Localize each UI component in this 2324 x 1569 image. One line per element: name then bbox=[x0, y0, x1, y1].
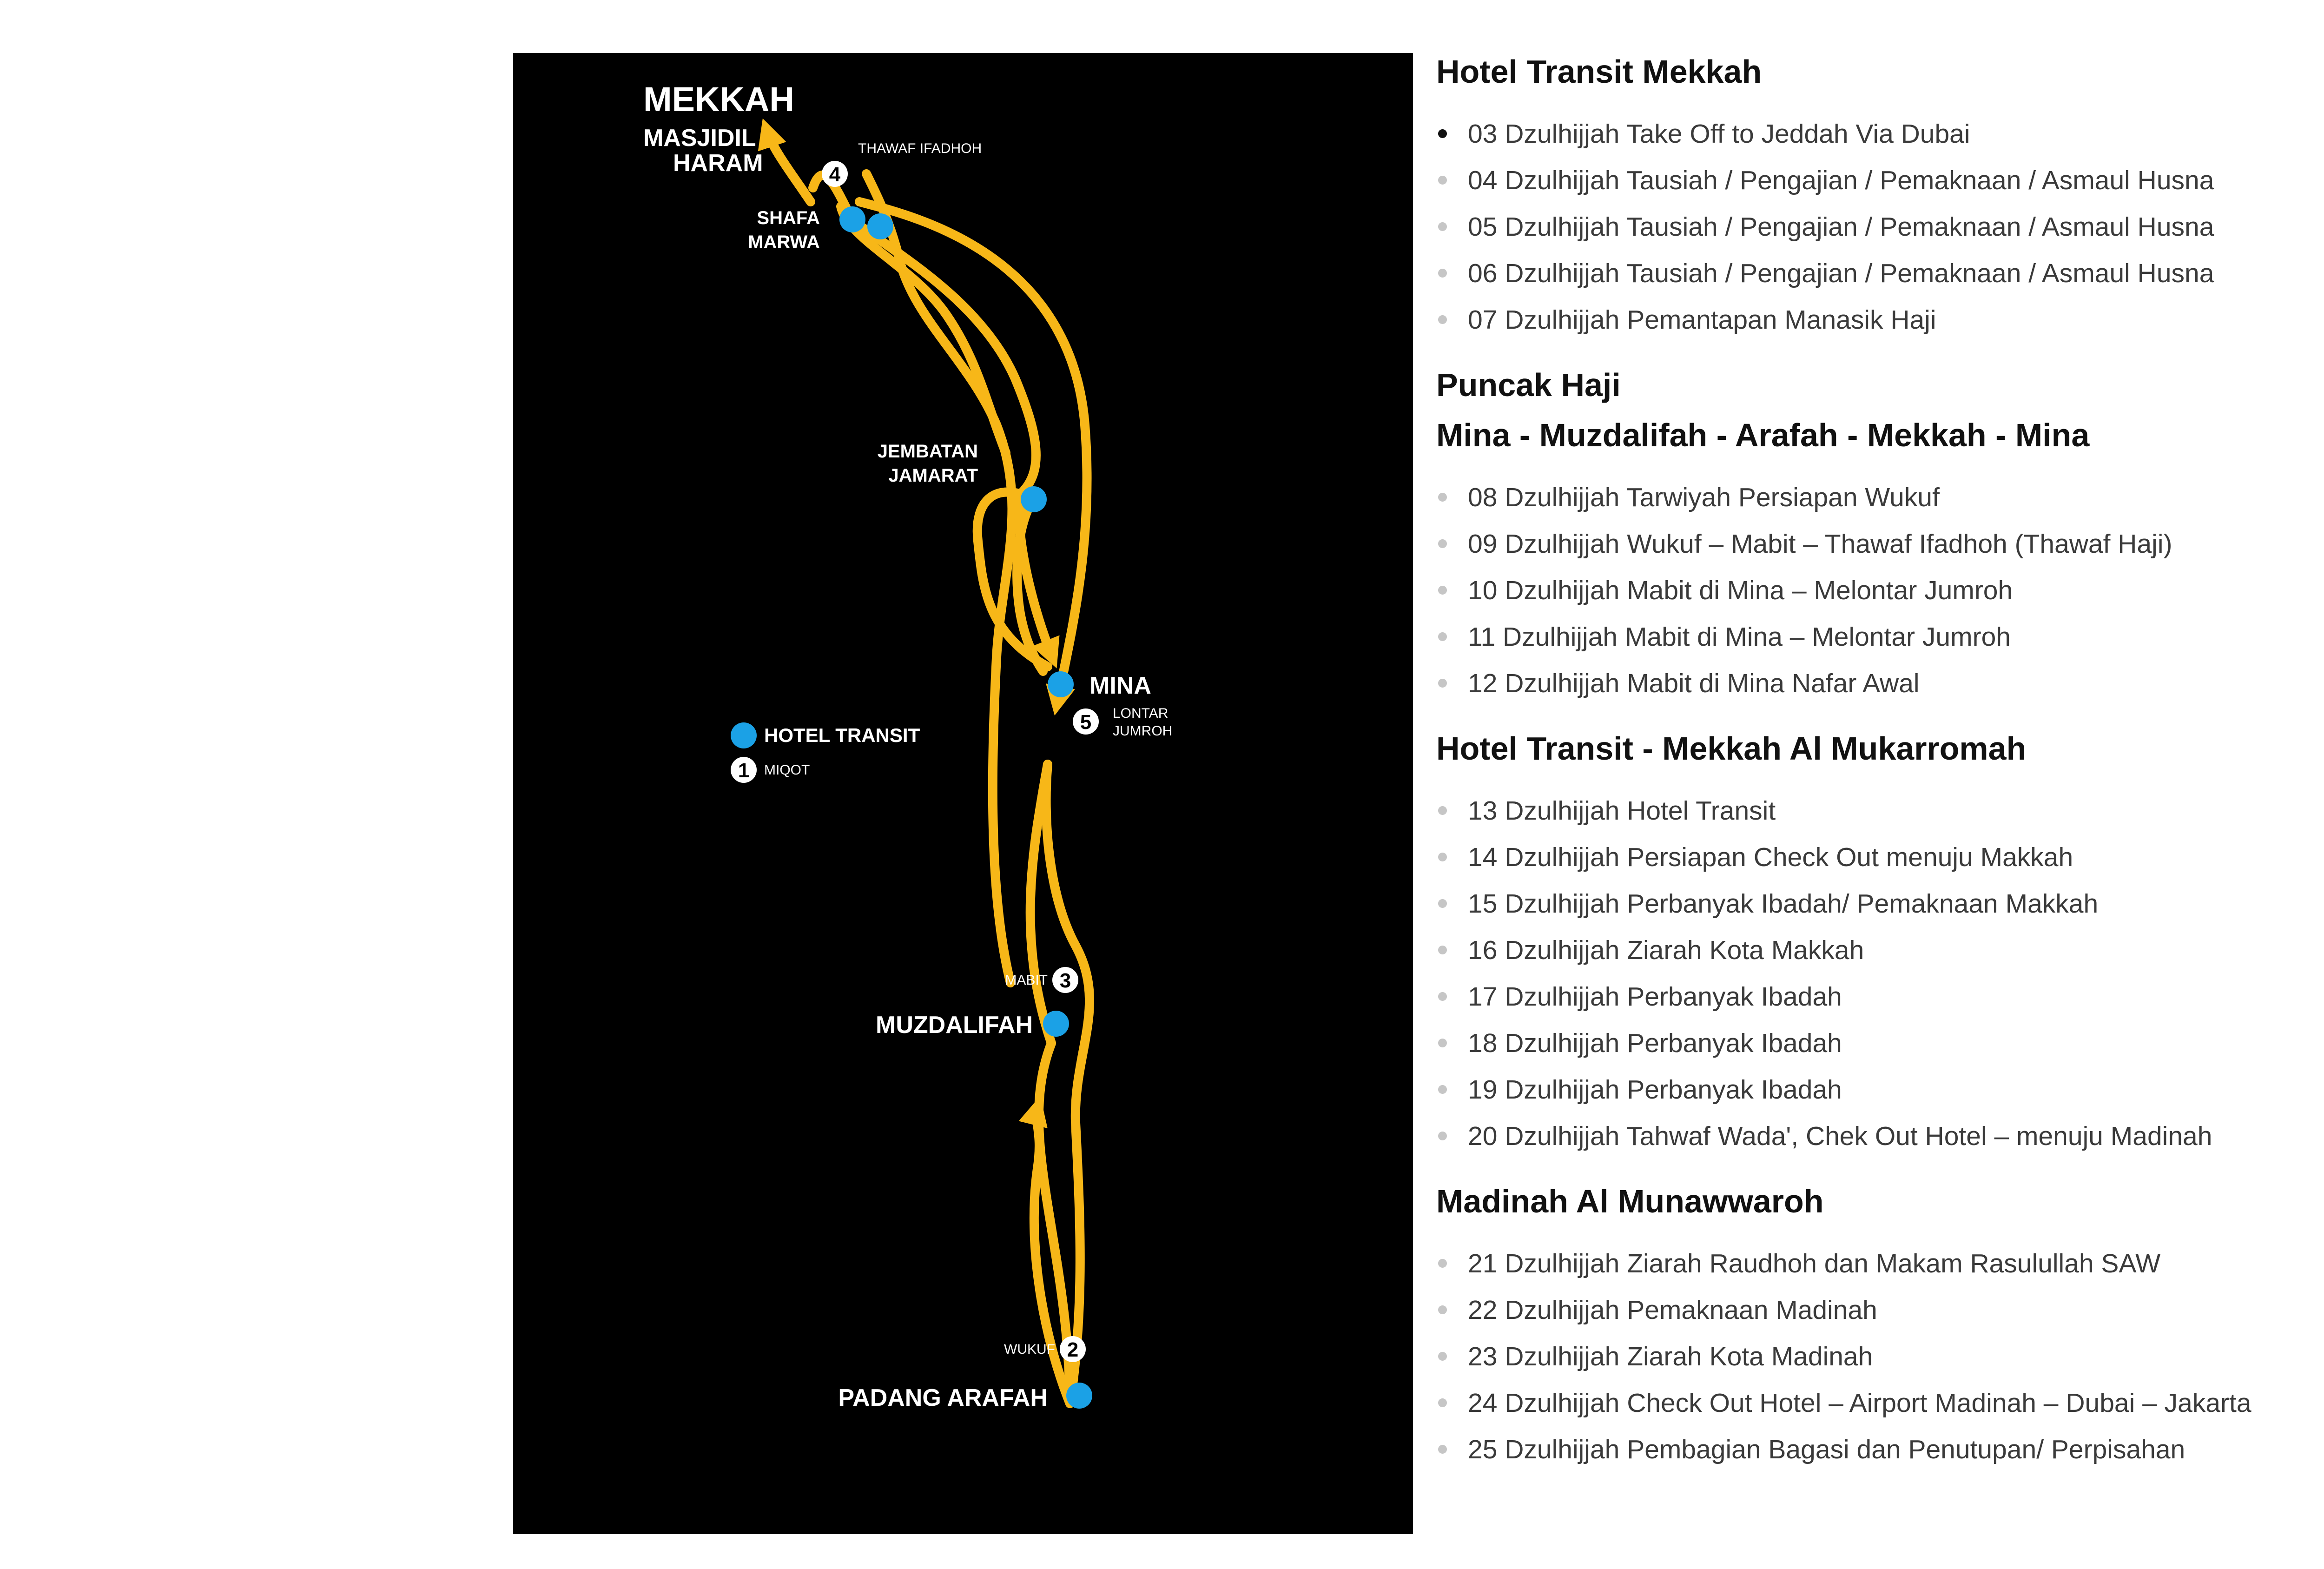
list-item-text: 08 Dzulhijjah Tarwiyah Persiapan Wukuf bbox=[1468, 483, 1940, 512]
label-mabit: MABIT bbox=[1005, 973, 1048, 988]
list-item-text: 09 Dzulhijjah Wukuf – Mabit – Thawaf Ifadhoh (Thawaf Haji) bbox=[1468, 529, 2172, 559]
bullet-icon bbox=[1438, 315, 1447, 324]
step-1-number: 1 bbox=[738, 759, 750, 782]
bullet-icon bbox=[1438, 493, 1447, 502]
list-item-text: 12 Dzulhijjah Mabit di Mina Nafar Awal bbox=[1468, 669, 1920, 698]
bullet-icon bbox=[1438, 1259, 1447, 1268]
route-arrow-to-mekkah bbox=[766, 130, 811, 202]
route-map-svg bbox=[513, 53, 1413, 1534]
bullet-icon bbox=[1438, 129, 1447, 138]
list-item-text: 20 Dzulhijjah Tahwaf Wada', Chek Out Hotel – menuju Madinah bbox=[1468, 1121, 2212, 1151]
itinerary bbox=[1436, 46, 2324, 1490]
list-item-text: 11 Dzulhijjah Mabit di Mina – Melontar Jumroh bbox=[1468, 622, 2011, 652]
label-marwa: MARWA bbox=[748, 232, 820, 252]
bullet-icon bbox=[1438, 946, 1447, 954]
bullet-icon bbox=[1438, 539, 1447, 548]
list-item bbox=[1436, 1113, 2324, 1159]
list-item bbox=[1436, 204, 2324, 250]
label-masjidil: MASJIDIL bbox=[643, 125, 756, 152]
label-padang-arafah: PADANG ARAFAH bbox=[838, 1384, 1048, 1411]
label-lontar: LONTAR bbox=[1113, 706, 1169, 721]
bullet-icon bbox=[1438, 586, 1447, 595]
list-item bbox=[1436, 1333, 2324, 1380]
step-2-marker bbox=[1060, 1336, 1086, 1362]
list-item-text: 19 Dzulhijjah Perbanyak Ibadah bbox=[1468, 1075, 1842, 1105]
label-thawaf-ifadhoh: THAWAF IFADHOH bbox=[858, 141, 982, 156]
step-3-marker bbox=[1052, 967, 1078, 993]
section-title: Puncak Haji bbox=[1436, 367, 1621, 403]
marwa-dot bbox=[867, 213, 893, 239]
list-item-text: 10 Dzulhijjah Mabit di Mina – Melontar Jumroh bbox=[1468, 576, 2013, 605]
section-title: Madinah Al Munawwaroh bbox=[1436, 1183, 1824, 1219]
step-4-marker bbox=[822, 161, 848, 187]
list-item-text: 17 Dzulhijjah Perbanyak Ibadah bbox=[1468, 982, 1842, 1012]
label-jamarat: JAMARAT bbox=[888, 465, 978, 486]
list-item bbox=[1436, 660, 2324, 707]
label-wukuf: WUKUF bbox=[1004, 1342, 1055, 1357]
list-item-text: 25 Dzulhijjah Pembagian Bagasi dan Penutupan/ Perpisahan bbox=[1468, 1435, 2185, 1464]
shafa-dot bbox=[839, 206, 865, 232]
day-list bbox=[1436, 474, 2324, 707]
list-item-text: 16 Dzulhijjah Ziarah Kota Makkah bbox=[1468, 935, 1864, 965]
list-item bbox=[1436, 1066, 2324, 1113]
label-muzdalifah: MUZDALIFAH bbox=[876, 1012, 1033, 1039]
list-item bbox=[1436, 157, 2324, 204]
label-jumroh: JUMROH bbox=[1113, 723, 1173, 739]
bullet-icon bbox=[1438, 1132, 1447, 1140]
step-5-marker bbox=[1073, 708, 1099, 735]
list-item bbox=[1436, 834, 2324, 880]
list-item bbox=[1436, 567, 2324, 614]
bullet-icon bbox=[1438, 679, 1447, 688]
list-item-text: 21 Dzulhijjah Ziarah Raudhoh dan Makam Rasulullah SAW bbox=[1468, 1249, 2161, 1278]
list-item bbox=[1436, 927, 2324, 973]
list-item-text: 13 Dzulhijjah Hotel Transit bbox=[1468, 796, 1776, 826]
section-title: Hotel Transit Mekkah bbox=[1436, 53, 1762, 90]
day-list bbox=[1436, 1240, 2324, 1473]
bullet-icon bbox=[1438, 992, 1447, 1001]
list-item-text: 14 Dzulhijjah Persiapan Check Out menuju Makkah bbox=[1468, 842, 2073, 872]
label-mina: MINA bbox=[1089, 672, 1151, 699]
bullet-icon bbox=[1438, 899, 1447, 908]
list-item bbox=[1436, 1380, 2324, 1426]
list-item bbox=[1436, 1426, 2324, 1473]
step-5-number: 5 bbox=[1080, 711, 1092, 734]
list-item bbox=[1436, 973, 2324, 1020]
list-item bbox=[1436, 614, 2324, 660]
route-to-mekkah bbox=[866, 174, 1012, 983]
bullet-icon bbox=[1438, 222, 1447, 231]
bullet-icon bbox=[1438, 806, 1447, 815]
bullet-icon bbox=[1438, 632, 1447, 641]
list-item-text: 06 Dzulhijjah Tausiah / Pengajian / Pemaknaan / Asmaul Husna bbox=[1468, 258, 2214, 288]
legend-hotel-transit: HOTEL TRANSIT bbox=[764, 724, 920, 746]
section-subtitle: Mina - Muzdalifah - Arafah - Mekkah - Mina bbox=[1436, 417, 2090, 453]
list-item-text: 15 Dzulhijjah Perbanyak Ibadah/ Pemaknaan Makkah bbox=[1468, 889, 2099, 919]
step-1-marker bbox=[731, 757, 757, 783]
mina-dot bbox=[1048, 671, 1074, 697]
muzdalifah-dot bbox=[1043, 1011, 1069, 1037]
bullet-icon bbox=[1438, 269, 1447, 278]
list-item-text: 18 Dzulhijjah Perbanyak Ibadah bbox=[1468, 1028, 1842, 1058]
step-3-number: 3 bbox=[1059, 969, 1071, 992]
jamarat-dot bbox=[1021, 486, 1047, 512]
list-item bbox=[1436, 1240, 2324, 1287]
bullet-icon bbox=[1438, 1445, 1447, 1454]
list-item-text: 03 Dzulhijjah Take Off to Jeddah Via Dubai bbox=[1468, 119, 1970, 149]
label-haram: HARAM bbox=[673, 150, 763, 177]
bullet-icon bbox=[1438, 1305, 1447, 1314]
list-item bbox=[1436, 297, 2324, 343]
list-item bbox=[1436, 250, 2324, 297]
bullet-icon bbox=[1438, 1352, 1447, 1361]
section-title: Hotel Transit - Mekkah Al Mukarromah bbox=[1436, 730, 2027, 767]
list-item-text: 24 Dzulhijjah Check Out Hotel – Airport Madinah – Dubai – Jakarta bbox=[1468, 1388, 2251, 1418]
list-item-text: 05 Dzulhijjah Tausiah / Pengajian / Pemaknaan / Asmaul Husna bbox=[1468, 212, 2214, 242]
list-item-text: 23 Dzulhijjah Ziarah Kota Madinah bbox=[1468, 1342, 1873, 1371]
legend-miqot: MIQOT bbox=[764, 762, 810, 778]
list-item bbox=[1436, 1020, 2324, 1066]
label-mekkah: MEKKAH bbox=[643, 80, 794, 119]
label-jembatan: JEMBATAN bbox=[877, 441, 978, 462]
list-item bbox=[1436, 474, 2324, 521]
arafah-dot bbox=[1066, 1383, 1092, 1409]
list-item bbox=[1436, 880, 2324, 927]
bullet-icon bbox=[1438, 853, 1447, 861]
bullet-icon bbox=[1438, 1039, 1447, 1047]
hotel-transit-legend-dot bbox=[731, 722, 757, 748]
list-item bbox=[1436, 111, 2324, 157]
step-4-number: 4 bbox=[829, 163, 841, 186]
day-list bbox=[1436, 111, 2324, 343]
step-2-number: 2 bbox=[1067, 1338, 1079, 1361]
list-item bbox=[1436, 521, 2324, 567]
list-item-text: 07 Dzulhijjah Pemantapan Manasik Haji bbox=[1468, 305, 1936, 335]
list-item-text: 22 Dzulhijjah Pemaknaan Madinah bbox=[1468, 1295, 1877, 1325]
list-item bbox=[1436, 788, 2324, 834]
bullet-icon bbox=[1438, 1398, 1447, 1407]
bullet-icon bbox=[1438, 176, 1447, 185]
list-item-text: 04 Dzulhijjah Tausiah / Pengajian / Pemaknaan / Asmaul Husna bbox=[1468, 166, 2214, 195]
list-item bbox=[1436, 1287, 2324, 1333]
route-lines bbox=[766, 130, 1092, 1403]
day-list bbox=[1436, 788, 2324, 1159]
route-map bbox=[513, 53, 1413, 1534]
label-shafa: SHAFA bbox=[757, 208, 820, 228]
bullet-icon bbox=[1438, 1085, 1447, 1094]
